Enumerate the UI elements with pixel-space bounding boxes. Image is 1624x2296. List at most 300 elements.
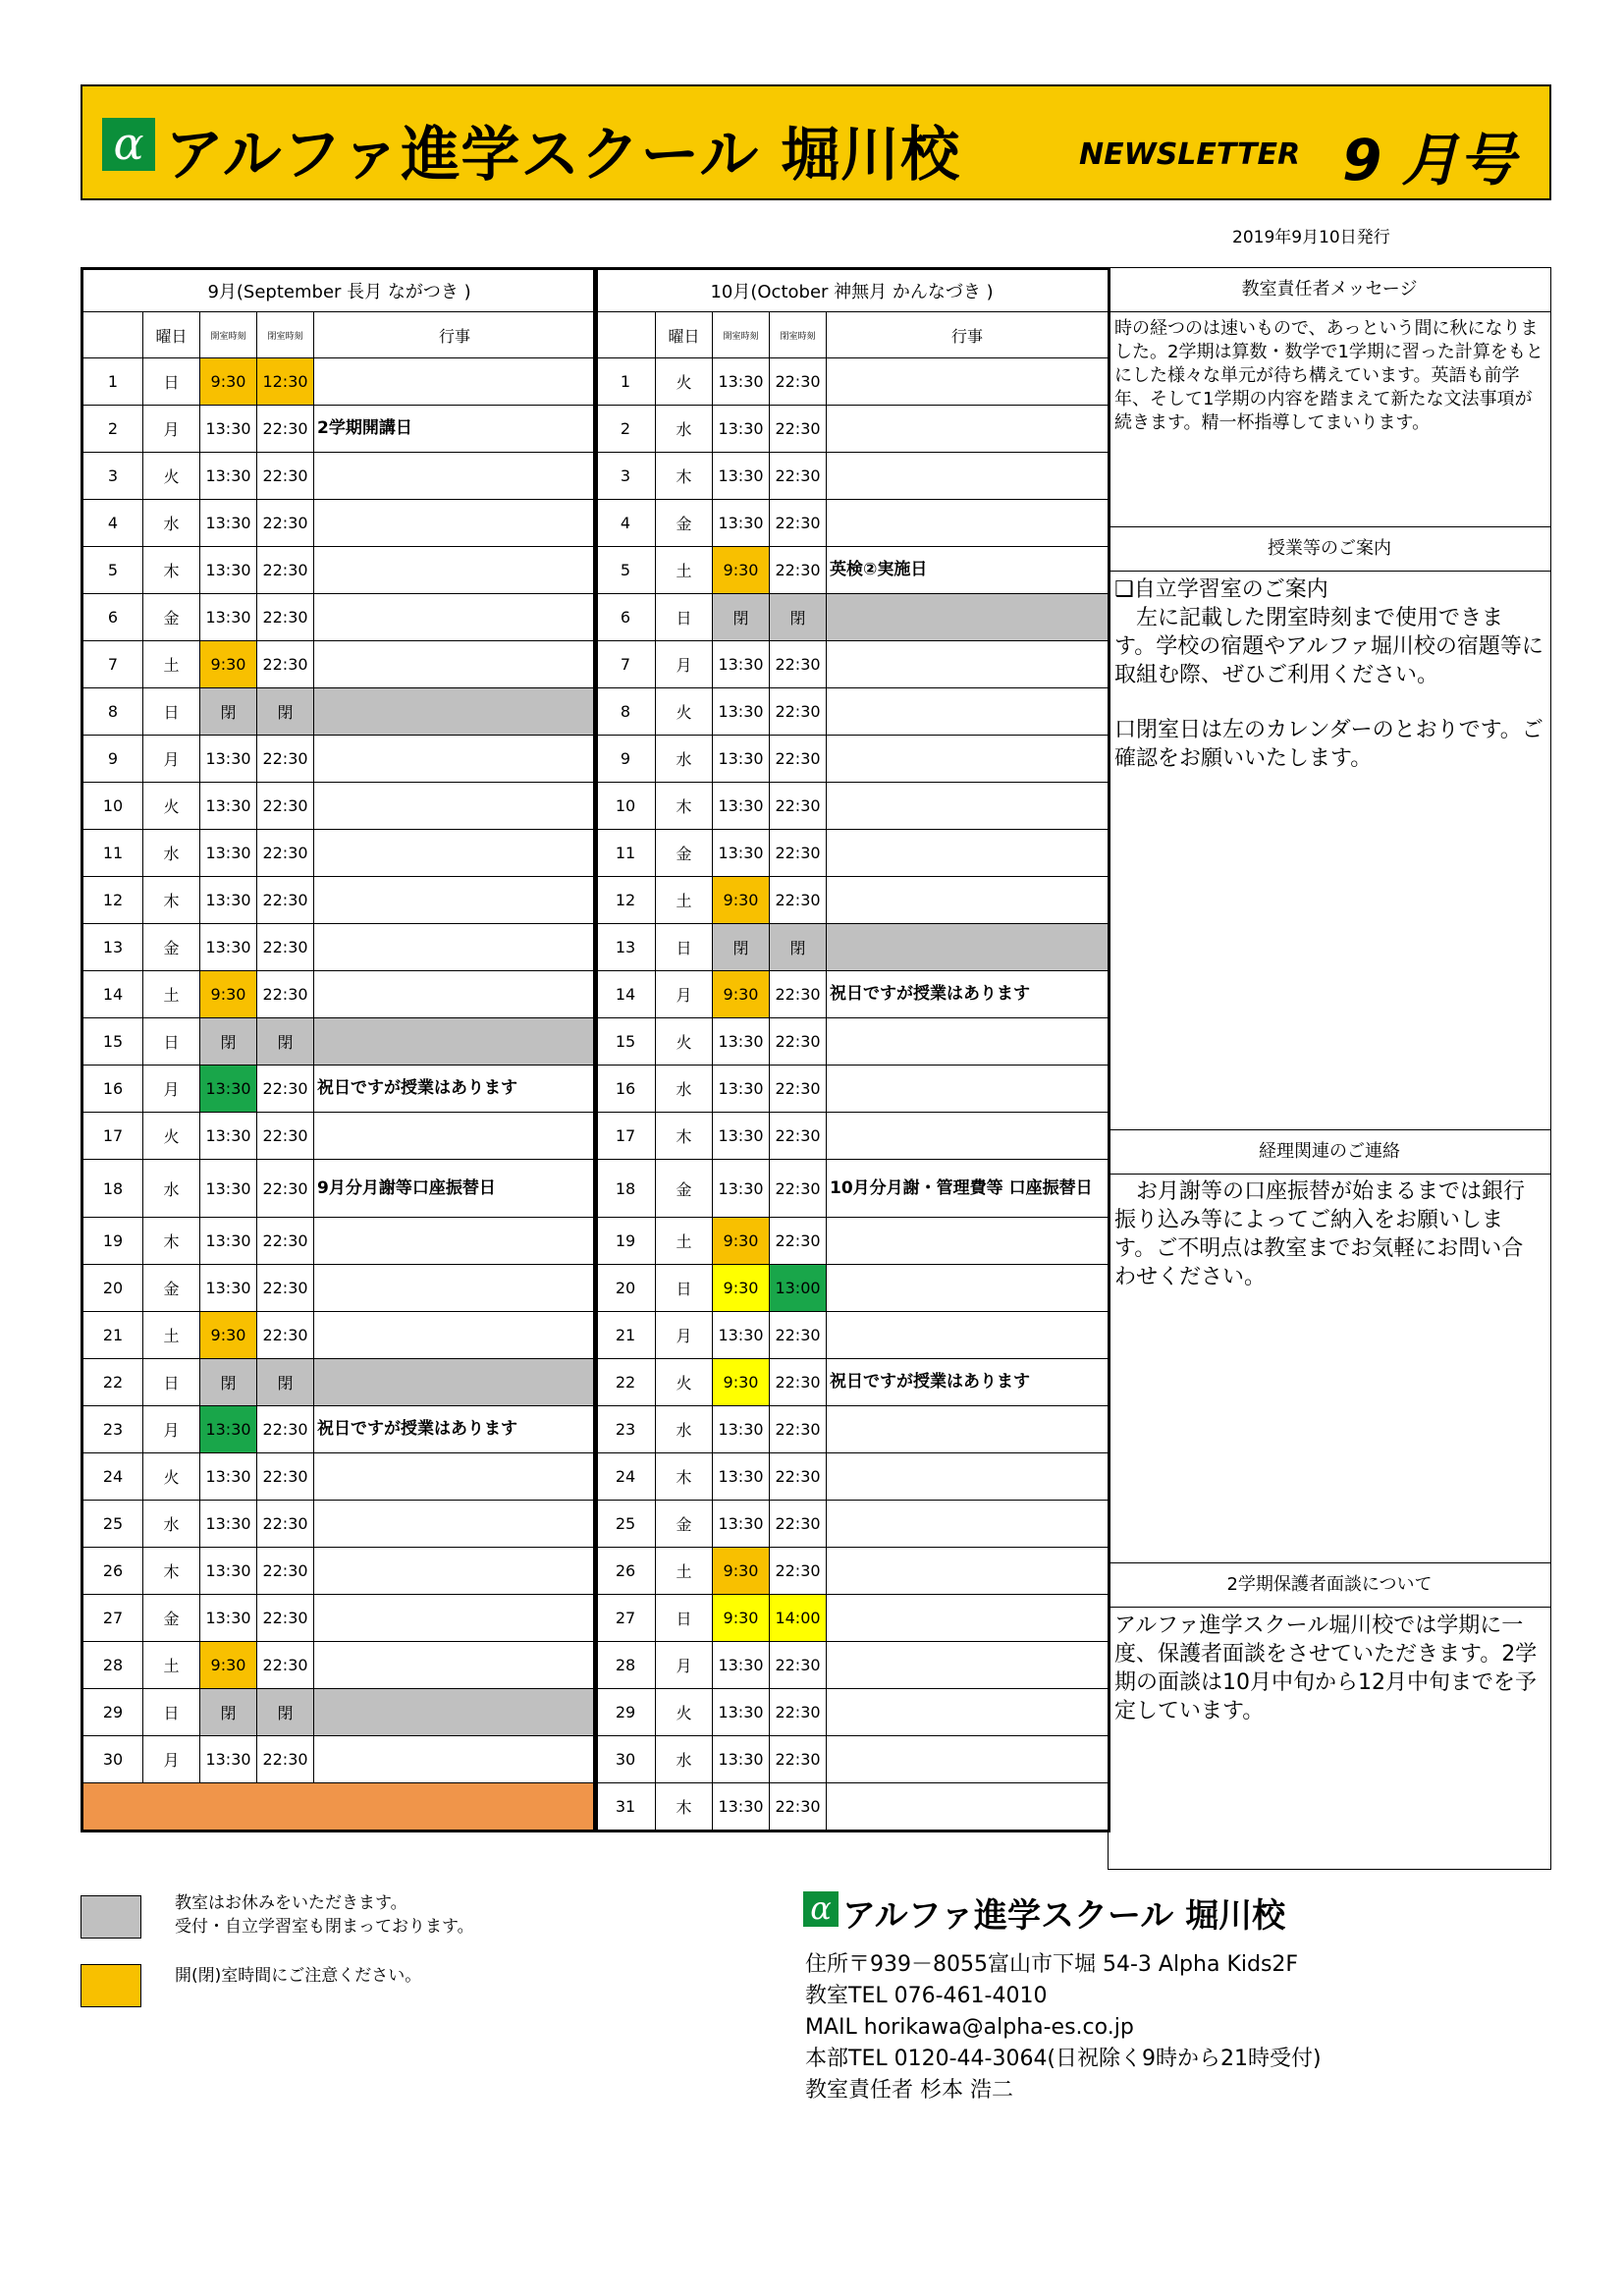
weekday: 水: [143, 1160, 200, 1218]
event: [314, 1113, 597, 1160]
event: [827, 1783, 1110, 1831]
open-time: 13:30: [200, 594, 257, 641]
class-info-title: ❑自立学習室のご案内: [1114, 577, 1328, 602]
day-number: 22: [82, 1359, 143, 1406]
close-time: 22:30: [770, 1113, 827, 1160]
close-time: 22:30: [257, 1548, 314, 1595]
event: [314, 1453, 597, 1501]
close-time: 22:30: [770, 358, 827, 406]
october-title: 10月(October 神無月 かんなづき ): [595, 269, 1110, 312]
event: [314, 1642, 597, 1689]
day-number: 2: [82, 406, 143, 453]
event: [314, 641, 597, 688]
weekday: 木: [656, 783, 713, 830]
day-number: 11: [82, 830, 143, 877]
close-time: 22:30: [257, 547, 314, 594]
weekday: 火: [656, 358, 713, 406]
weekday: 土: [656, 877, 713, 924]
close-time: 22:30: [257, 1066, 314, 1113]
day-number: 19: [595, 1218, 656, 1265]
weekday: 月: [656, 1312, 713, 1359]
weekday: 土: [143, 971, 200, 1018]
open-time: 9:30: [713, 1548, 770, 1595]
open-time: 13:30: [200, 1595, 257, 1642]
weekday: 月: [143, 406, 200, 453]
day-number: 9: [82, 736, 143, 783]
event: [314, 358, 597, 406]
event: [827, 1453, 1110, 1501]
open-time-header: 開室時刻: [200, 312, 257, 358]
day-row: [595, 1160, 1110, 1218]
event: [314, 783, 597, 830]
event: [827, 736, 1110, 783]
open-time: 13:30: [713, 830, 770, 877]
closed-legend-line-2: 受付・自立学習室も閉まっております。: [175, 1917, 474, 1937]
event: [314, 1218, 597, 1265]
weekday: 木: [656, 1783, 713, 1831]
open-time: 13:30: [713, 688, 770, 736]
day-number: 21: [595, 1312, 656, 1359]
close-time: 閉: [257, 1689, 314, 1736]
open-time: 閉: [713, 924, 770, 971]
open-time: 13:30: [200, 877, 257, 924]
open-time: 閉: [200, 688, 257, 736]
time-legend-swatch: [81, 1964, 141, 2007]
close-time: 22:30: [257, 1736, 314, 1783]
day-number: 9: [595, 736, 656, 783]
weekday: 月: [656, 1642, 713, 1689]
dow-header: 曜日: [656, 312, 713, 358]
email: MAIL horikawa@alpha-es.co.jp: [805, 2015, 1134, 2040]
day-number: 2: [595, 406, 656, 453]
newsletter-label: NEWSLETTER: [1079, 137, 1301, 172]
event: [827, 877, 1110, 924]
event-header: 行事: [827, 312, 1110, 358]
issue-month: 9 月号: [1342, 127, 1516, 193]
message-body: 時の経つのは速いもので、あっという間に秋になりました。2学期は算数・数学で1学期に習った計算をもとにした様々な単元が待ち構えています。英語も前学年、そして1学期の内容を踏まえて新たな文法事項が続きます。精一杯指導してまいります。: [1114, 318, 1543, 433]
day-row: [595, 1066, 1110, 1113]
close-time: 22:30: [770, 971, 827, 1018]
open-time: 13:30: [200, 1265, 257, 1312]
day-number: 28: [82, 1642, 143, 1689]
open-time: 13:30: [200, 1113, 257, 1160]
weekday: 木: [656, 1113, 713, 1160]
day-number: 26: [595, 1548, 656, 1595]
weekday: 水: [143, 500, 200, 547]
day-row: [82, 1066, 597, 1113]
close-time-header: 閉室時刻: [770, 312, 827, 358]
weekday: 水: [656, 1406, 713, 1453]
event: 祝日ですが授業はあります: [827, 971, 1110, 1018]
open-time: 13:30: [200, 1160, 257, 1218]
open-time: 13:30: [713, 1689, 770, 1736]
close-time: 22:30: [770, 783, 827, 830]
weekday: 木: [143, 877, 200, 924]
day-row: [595, 1642, 1110, 1689]
day-number: 30: [595, 1736, 656, 1783]
closed-legend-swatch: [81, 1895, 141, 1939]
event: [827, 500, 1110, 547]
day-row: [595, 688, 1110, 736]
day-number: 8: [82, 688, 143, 736]
day-number: 11: [595, 830, 656, 877]
open-time: 13:30: [713, 1312, 770, 1359]
close-time: 22:30: [770, 1783, 827, 1831]
day-number: 10: [595, 783, 656, 830]
weekday: 火: [656, 688, 713, 736]
time-legend-text: 開(閉)室時間にご注意ください。: [175, 1966, 422, 1986]
info-sidebar: [1108, 267, 1551, 1870]
event: [314, 877, 597, 924]
open-time: 13:30: [200, 783, 257, 830]
day-number: 20: [595, 1265, 656, 1312]
accounting-heading: 経理関連のご連絡: [1109, 1129, 1550, 1175]
event: [827, 924, 1110, 971]
close-time: 12:30: [257, 358, 314, 406]
weekday: 日: [656, 1265, 713, 1312]
day-row: [82, 1642, 597, 1689]
alpha-logo-icon: α: [803, 1891, 839, 1927]
day-row: [595, 1595, 1110, 1642]
open-time: 13:30: [713, 1736, 770, 1783]
event: [827, 358, 1110, 406]
event: [827, 1406, 1110, 1453]
weekday: 水: [656, 736, 713, 783]
open-time: 9:30: [200, 641, 257, 688]
weekday: 土: [143, 1642, 200, 1689]
day-row: [82, 971, 597, 1018]
event: [314, 830, 597, 877]
day-row: [595, 830, 1110, 877]
event: 英検②実施日: [827, 547, 1110, 594]
weekday: 金: [143, 594, 200, 641]
day-number: 4: [82, 500, 143, 547]
open-time: 9:30: [200, 971, 257, 1018]
weekday: 金: [656, 830, 713, 877]
close-time: 22:30: [770, 547, 827, 594]
close-time: 22:30: [257, 641, 314, 688]
alpha-logo-icon: α: [102, 118, 155, 171]
day-number: 8: [595, 688, 656, 736]
weekday: 木: [656, 453, 713, 500]
open-time: 13:30: [713, 406, 770, 453]
open-time: 13:30: [713, 453, 770, 500]
event: [827, 1501, 1110, 1548]
open-time: 13:30: [713, 736, 770, 783]
close-time: 22:30: [257, 1218, 314, 1265]
weekday: 金: [143, 924, 200, 971]
weekday: 金: [143, 1265, 200, 1312]
open-time: 13:30: [713, 1453, 770, 1501]
close-time: 22:30: [257, 1312, 314, 1359]
day-row: [82, 1160, 597, 1218]
close-time: 22:30: [257, 971, 314, 1018]
close-time: 22:30: [257, 1113, 314, 1160]
open-time: 13:30: [200, 1218, 257, 1265]
day-row: [595, 1501, 1110, 1548]
weekday: 金: [656, 1501, 713, 1548]
weekday: 水: [656, 1066, 713, 1113]
day-row: [82, 830, 597, 877]
day-row: [595, 1113, 1110, 1160]
weekday: 日: [656, 1595, 713, 1642]
closed-legend-line-1: 教室はお休みをいただきます。: [175, 1893, 407, 1913]
day-number: 1: [82, 358, 143, 406]
open-time: 9:30: [713, 971, 770, 1018]
close-time: 22:30: [257, 1265, 314, 1312]
open-time: 閉: [200, 1689, 257, 1736]
school-name: アルファ進学スクール 堀川校: [165, 121, 961, 190]
close-time-header: 閉室時刻: [257, 312, 314, 358]
close-time: 閉: [770, 594, 827, 641]
weekday: 火: [656, 1018, 713, 1066]
newsletter-banner: [81, 84, 1551, 200]
close-time: 22:30: [770, 1218, 827, 1265]
address: 住所〒939－8055富山市下堀 54-3 Alpha Kids2F: [805, 1952, 1299, 1977]
day-row: [82, 1548, 597, 1595]
weekday: 月: [143, 1736, 200, 1783]
close-time: 22:30: [257, 1406, 314, 1453]
open-time: 13:30: [200, 453, 257, 500]
event: 祝日ですが授業はあります: [827, 1359, 1110, 1406]
day-number: 19: [82, 1218, 143, 1265]
weekday: 日: [143, 1018, 200, 1066]
day-row: [82, 453, 597, 500]
manager: 教室責任者 杉本 浩二: [805, 2078, 1013, 2103]
open-time: 13:30: [200, 1548, 257, 1595]
open-time: 9:30: [200, 1312, 257, 1359]
day-row: [595, 1312, 1110, 1359]
day-row: [595, 594, 1110, 641]
weekday: 火: [143, 783, 200, 830]
open-time: 9:30: [713, 547, 770, 594]
event: [314, 453, 597, 500]
weekday: 日: [143, 1359, 200, 1406]
day-row: [82, 1113, 597, 1160]
weekday: 木: [143, 1548, 200, 1595]
day-number: 18: [82, 1160, 143, 1218]
open-time: 閉: [200, 1359, 257, 1406]
event: [827, 1066, 1110, 1113]
close-time: 13:00: [770, 1265, 827, 1312]
close-time: 22:30: [770, 736, 827, 783]
day-number: 20: [82, 1265, 143, 1312]
open-time: 閉: [200, 1018, 257, 1066]
day-row: [595, 736, 1110, 783]
day-number: 22: [595, 1359, 656, 1406]
event: 9月分月謝等口座振替日: [314, 1160, 597, 1218]
day-number: 13: [595, 924, 656, 971]
day-number: 27: [82, 1595, 143, 1642]
open-time: 9:30: [713, 877, 770, 924]
open-time: 13:30: [713, 358, 770, 406]
day-row: [82, 783, 597, 830]
open-time: 13:30: [200, 1066, 257, 1113]
close-time: 22:30: [257, 1160, 314, 1218]
event: [314, 594, 597, 641]
day-row: [82, 500, 597, 547]
open-time: 13:30: [200, 1736, 257, 1783]
close-time: 22:30: [770, 1689, 827, 1736]
day-number: 7: [595, 641, 656, 688]
event: [827, 1218, 1110, 1265]
weekday: 金: [143, 1595, 200, 1642]
event: [827, 1595, 1110, 1642]
day-row: [595, 971, 1110, 1018]
september-calendar: [81, 267, 598, 1832]
weekday: 水: [143, 830, 200, 877]
open-time: 13:30: [200, 1453, 257, 1501]
day-number: 12: [82, 877, 143, 924]
open-time: 13:30: [713, 1018, 770, 1066]
event: [314, 1501, 597, 1548]
day-row: [82, 358, 597, 406]
blank-row: [82, 1783, 597, 1831]
day-row: [595, 1406, 1110, 1453]
day-number: 14: [595, 971, 656, 1018]
day-number: 6: [595, 594, 656, 641]
weekday: 日: [656, 924, 713, 971]
accounting-body: お月謝等の口座振替が始まるまでは銀行振り込み等によってご納入をお願いします。ご不明点は教室までお気軽にお問い合わせください。: [1114, 1179, 1526, 1289]
open-time: 9:30: [713, 1359, 770, 1406]
day-row: [82, 1736, 597, 1783]
day-row: [595, 1218, 1110, 1265]
open-time: 13:30: [713, 1066, 770, 1113]
close-time: 22:30: [770, 1066, 827, 1113]
close-time: 22:30: [257, 1453, 314, 1501]
open-time: 13:30: [713, 1113, 770, 1160]
weekday: 土: [656, 1218, 713, 1265]
close-time: 22:30: [770, 1548, 827, 1595]
open-time: 13:30: [200, 1501, 257, 1548]
event: [827, 1018, 1110, 1066]
issue-date: 2019年9月10日発行: [1232, 228, 1390, 247]
event: [827, 1689, 1110, 1736]
open-time: 13:30: [713, 500, 770, 547]
event: [314, 688, 597, 736]
weekday: 土: [143, 1312, 200, 1359]
closed-day-note: 口閉室日は左のカレンダーのとおりです。ご確認をお願いいたします。: [1114, 718, 1543, 771]
close-time: 閉: [257, 1018, 314, 1066]
day-row: [82, 1595, 597, 1642]
day-number: 5: [82, 547, 143, 594]
day-row: [595, 406, 1110, 453]
weekday: 火: [143, 1113, 200, 1160]
day-number: 30: [82, 1736, 143, 1783]
meeting-heading: 2学期保護者面談について: [1109, 1562, 1550, 1608]
day-row: [82, 406, 597, 453]
meeting-body: アルファ進学スクール堀川校では学期に一度、保護者面談をさせていただきます。2学期の面談は10月中旬から12月中旬までを予定しています。: [1114, 1613, 1538, 1723]
close-time: 22:30: [257, 1595, 314, 1642]
event: [827, 641, 1110, 688]
weekday: 日: [656, 594, 713, 641]
class-info-heading: 授業等のご案内: [1109, 526, 1550, 572]
close-time: 閉: [770, 924, 827, 971]
event: [827, 1312, 1110, 1359]
open-time: 9:30: [200, 358, 257, 406]
event: [314, 1312, 597, 1359]
dow-header: 曜日: [143, 312, 200, 358]
day-row: [82, 547, 597, 594]
close-time: 22:30: [770, 1359, 827, 1406]
day-number: 18: [595, 1160, 656, 1218]
day-number: 15: [595, 1018, 656, 1066]
day-number: 5: [595, 547, 656, 594]
day-row: [595, 358, 1110, 406]
event: 祝日ですが授業はあります: [314, 1406, 597, 1453]
weekday: 土: [143, 641, 200, 688]
day-number: 24: [82, 1453, 143, 1501]
classroom-tel: 教室TEL 076-461-4010: [805, 1984, 1048, 2008]
event: [314, 924, 597, 971]
day-row: [82, 1501, 597, 1548]
day-row: [82, 1312, 597, 1359]
weekday: 月: [143, 1406, 200, 1453]
day-row: [595, 877, 1110, 924]
day-number: 15: [82, 1018, 143, 1066]
open-time-header: 開室時刻: [713, 312, 770, 358]
close-time: 22:30: [770, 453, 827, 500]
weekday: 月: [143, 736, 200, 783]
weekday: 日: [143, 358, 200, 406]
day-row: [595, 783, 1110, 830]
event: [827, 1265, 1110, 1312]
day-row: [82, 1689, 597, 1736]
weekday: 月: [656, 641, 713, 688]
open-time: 9:30: [713, 1595, 770, 1642]
event: [827, 688, 1110, 736]
weekday: 火: [143, 453, 200, 500]
close-time: 22:30: [257, 1501, 314, 1548]
close-time: 22:30: [770, 1453, 827, 1501]
weekday: 金: [656, 500, 713, 547]
event: [827, 1736, 1110, 1783]
weekday: 木: [143, 1218, 200, 1265]
open-time: 13:30: [713, 641, 770, 688]
weekday: 火: [656, 1689, 713, 1736]
day-row: [82, 1359, 597, 1406]
day-number: 24: [595, 1453, 656, 1501]
day-row: [82, 877, 597, 924]
event: [827, 1548, 1110, 1595]
close-time: 22:30: [257, 924, 314, 971]
day-number: 29: [595, 1689, 656, 1736]
close-time: 22:30: [770, 830, 827, 877]
event: [314, 1595, 597, 1642]
close-time: 22:30: [257, 500, 314, 547]
day-row: [595, 547, 1110, 594]
day-number: 6: [82, 594, 143, 641]
event: [827, 1113, 1110, 1160]
event: [827, 1642, 1110, 1689]
open-time: 9:30: [200, 1642, 257, 1689]
day-number: 14: [82, 971, 143, 1018]
footer-school-name: アルファ進学スクール 堀川校: [842, 1896, 1286, 1936]
day-row: [82, 688, 597, 736]
day-row: [82, 641, 597, 688]
day-row: [595, 1018, 1110, 1066]
weekday: 水: [656, 1736, 713, 1783]
event: [314, 736, 597, 783]
day-row: [82, 1265, 597, 1312]
event: 祝日ですが授業はあります: [314, 1066, 597, 1113]
day-number: 12: [595, 877, 656, 924]
close-time: 22:30: [770, 406, 827, 453]
hq-tel: 本部TEL 0120-44-3064(日祝除く9時から21時受付): [805, 2047, 1322, 2071]
day-number: 4: [595, 500, 656, 547]
day-row: [595, 1736, 1110, 1783]
weekday: 木: [143, 547, 200, 594]
